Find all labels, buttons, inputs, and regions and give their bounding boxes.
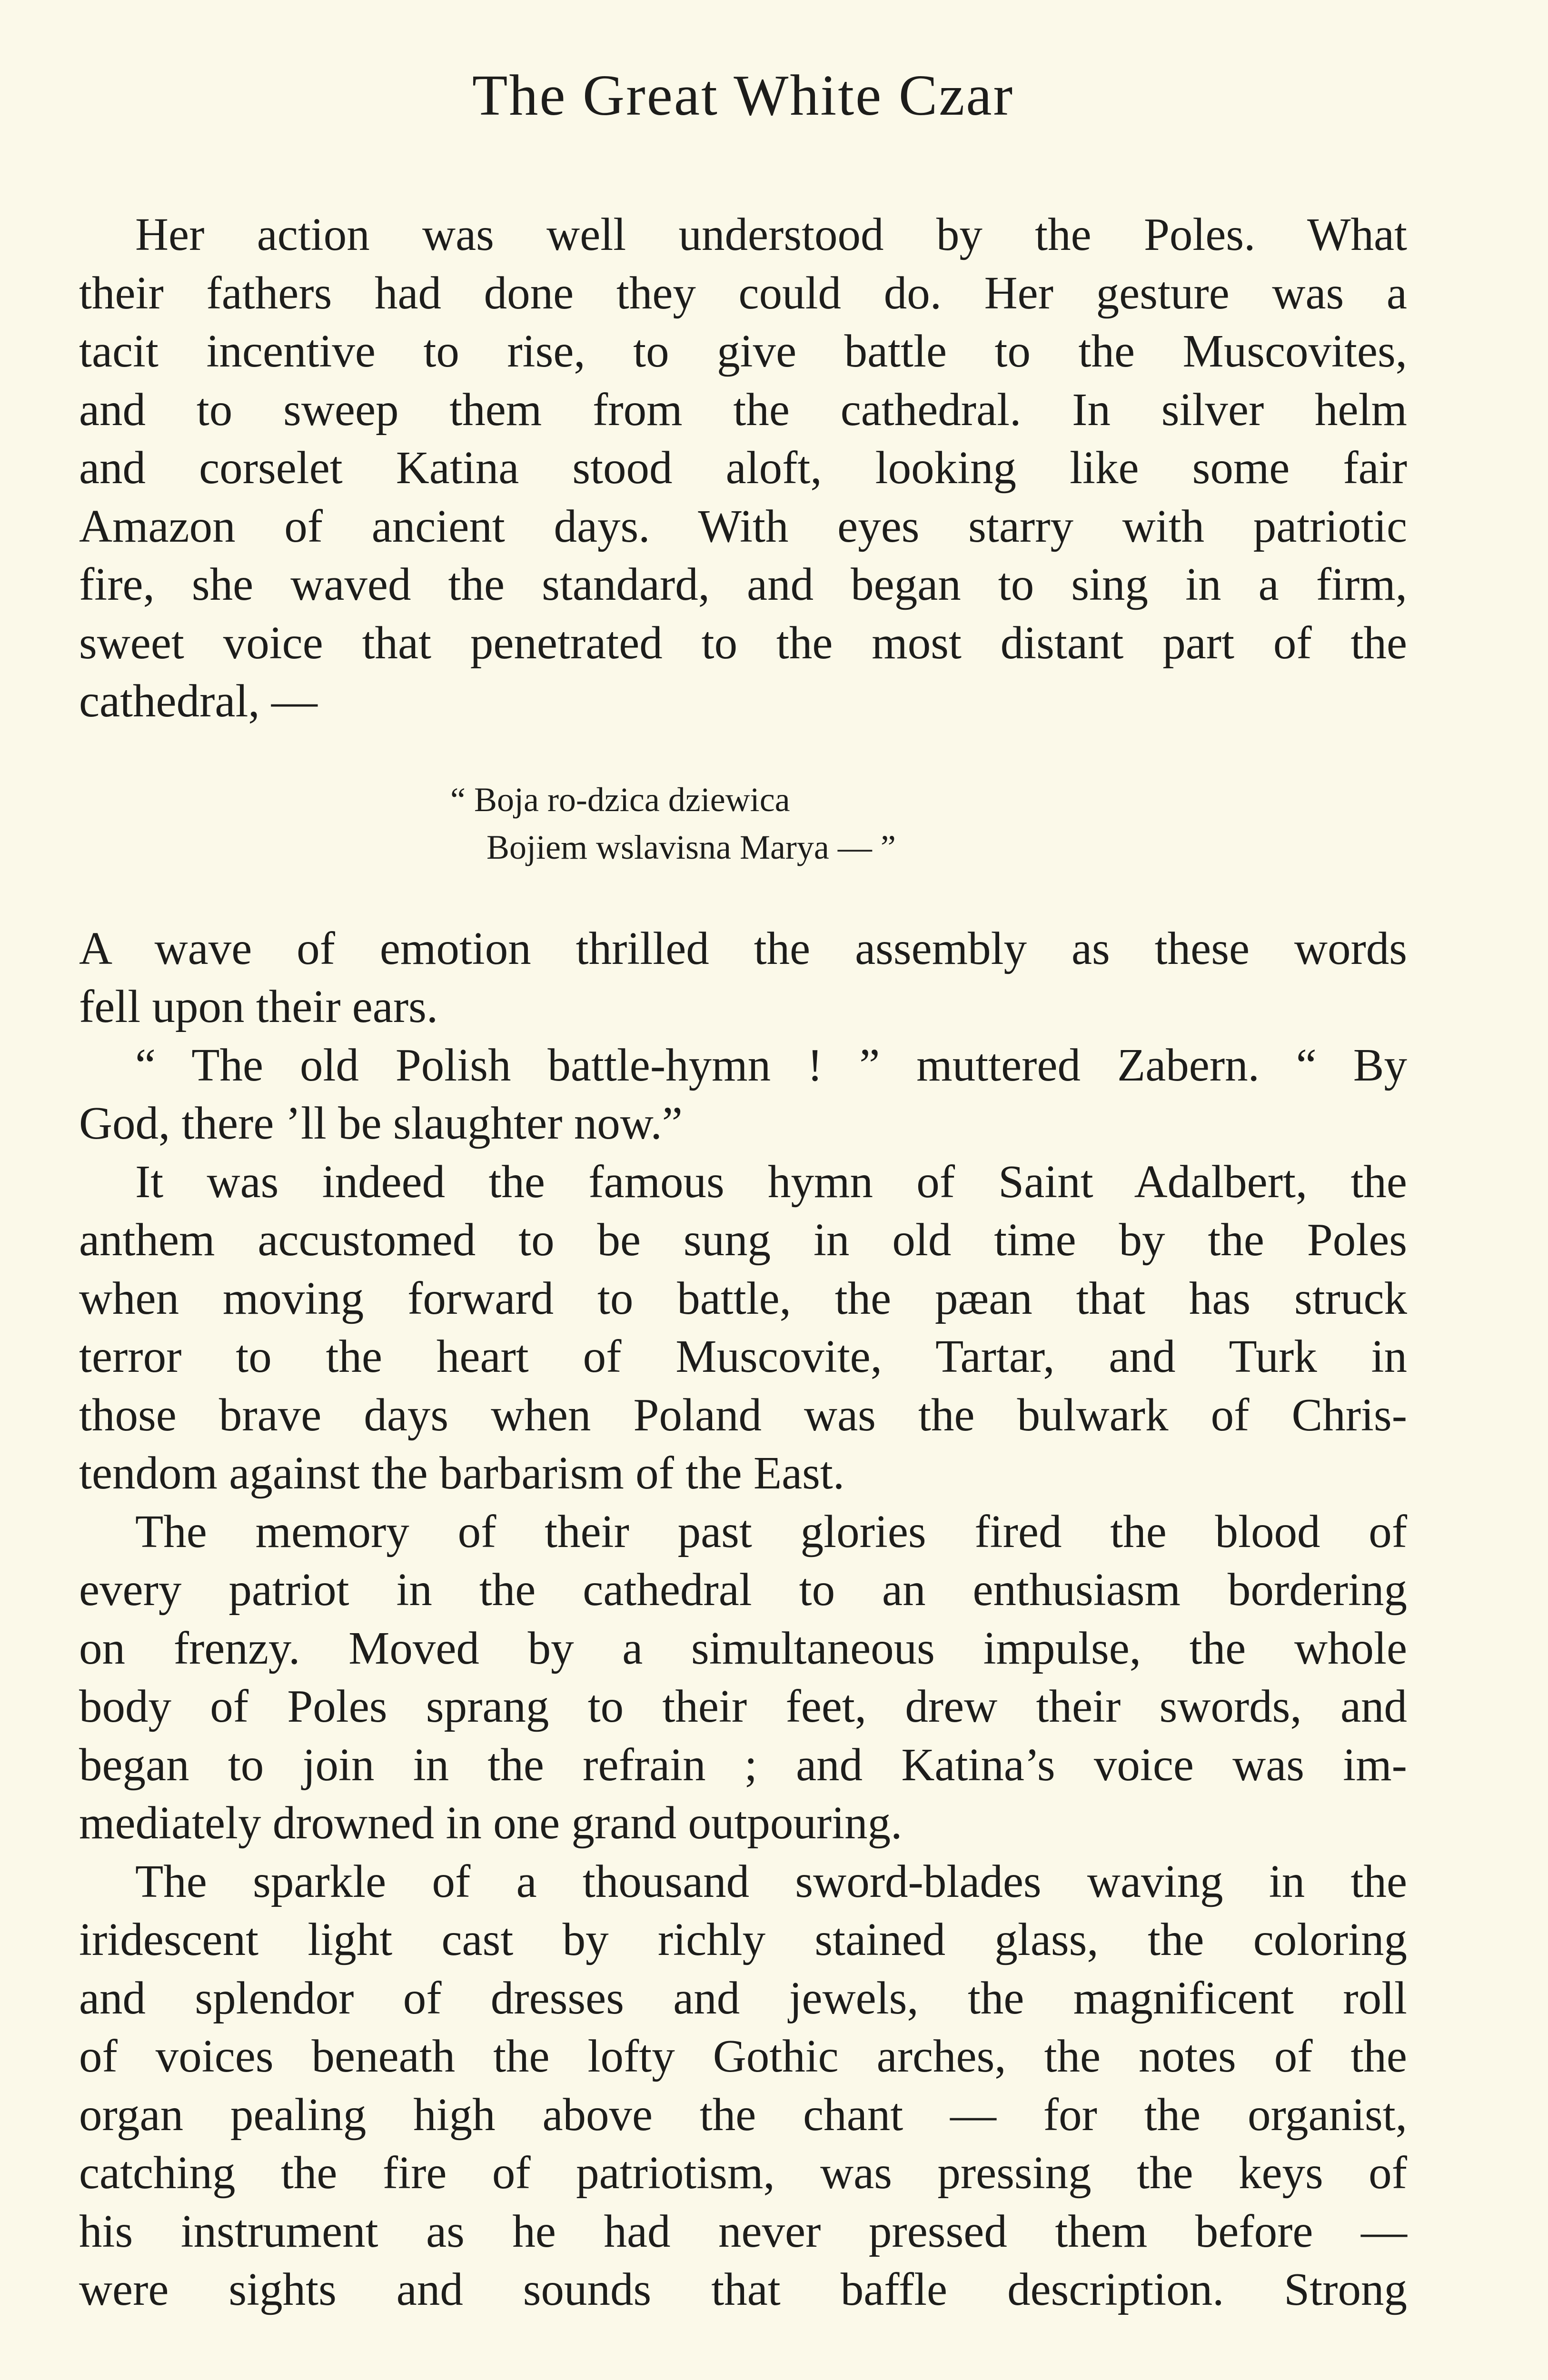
- paragraph-5: [79, 1503, 1407, 1853]
- text-line: body of Poles sprang to their feet, drew their swords, and: [79, 1681, 1407, 1732]
- text-line: tendom against the barbarism of the East.: [79, 1448, 845, 1498]
- text-line: their fathers had done they could do. Her gesture was a: [79, 267, 1407, 318]
- text-line: terror to the heart of Muscovite, Tartar, and Turk in: [79, 1331, 1407, 1382]
- text-line: Amazon of ancient days. With eyes starry with patriotic: [79, 500, 1407, 552]
- text-line: A wave of emotion thrilled the assembly as these words: [79, 922, 1407, 974]
- text-line: fire, she waved the standard, and began to sing in a firm,: [79, 559, 1407, 610]
- text-line: and to sweep them from the cathedral. In silver helm: [79, 384, 1407, 435]
- text-line: of voices beneath the lofty Gothic arches, the notes of the: [79, 2031, 1407, 2082]
- text-line: iridescent light cast by richly stained glass, the coloring: [79, 1914, 1407, 1965]
- paragraph-6: [79, 1853, 1407, 2319]
- text-line: were sights and sounds that baffle description. Strong: [79, 2264, 1407, 2315]
- paragraph-2: [79, 920, 1407, 1036]
- text-line: Her action was well understood by the Poles. What: [135, 209, 1407, 260]
- text-line: tacit incentive to rise, to give battle to the Muscovites,: [79, 326, 1407, 377]
- text-line: organ pealing high above the chant — for the organist,: [79, 2089, 1407, 2140]
- text-line: and splendor of dresses and jewels, the magnificent roll: [79, 1972, 1407, 2023]
- text-line: his instrument as he had never pressed them before —: [79, 2205, 1407, 2257]
- text-line: on frenzy. Moved by a simultaneous impulse, the whole: [79, 1622, 1407, 1674]
- verse-line: “ Boja ro-dzica dziewica: [450, 780, 790, 819]
- paragraph-4: [79, 1153, 1407, 1503]
- running-head: The Great White Czar: [472, 63, 1014, 128]
- text-line: It was indeed the famous hymn of Saint Adalbert, the: [135, 1156, 1407, 1207]
- text-line: catching the fire of patriotism, was pressing the keys of: [79, 2147, 1407, 2198]
- text-line: and corselet Katina stood aloft, looking like some fair: [79, 442, 1407, 493]
- text-line: sweet voice that penetrated to the most distant part of the: [79, 617, 1407, 668]
- text-line: cathedral, —: [79, 675, 318, 726]
- book-page: [79, 63, 1407, 2319]
- text-line: mediately drowned in one grand outpouring.: [79, 1797, 903, 1848]
- paragraph-3: [79, 1036, 1407, 1153]
- text-line: every patriot in the cathedral to an enthusiasm bordering: [79, 1564, 1407, 1615]
- text-line: The sparkle of a thousand sword-blades waving in the: [135, 1855, 1407, 1907]
- text-line: fell upon their ears.: [79, 981, 438, 1032]
- text-line: The memory of their past glories fired the blood of: [135, 1506, 1407, 1557]
- text-line: those brave days when Poland was the bulwark of Chris-: [79, 1389, 1407, 1440]
- body-text: [79, 206, 1407, 2319]
- text-line: when moving forward to battle, the pæan that has struck: [79, 1272, 1407, 1324]
- hymn-verse: [450, 776, 1407, 871]
- text-line: “ The old Polish battle-hymn ! ” muttered Zabern. “ By: [135, 1039, 1407, 1091]
- text-line: anthem accustomed to be sung in old time by the Poles: [79, 1214, 1407, 1265]
- paragraph-1: [79, 206, 1407, 731]
- text-line: God, there ’ll be slaughter now.”: [79, 1098, 683, 1149]
- text-line: began to join in the refrain ; and Katina’s voice was im-: [79, 1739, 1407, 1790]
- verse-line: Bojiem wslavisna Marya — ”: [486, 828, 896, 866]
